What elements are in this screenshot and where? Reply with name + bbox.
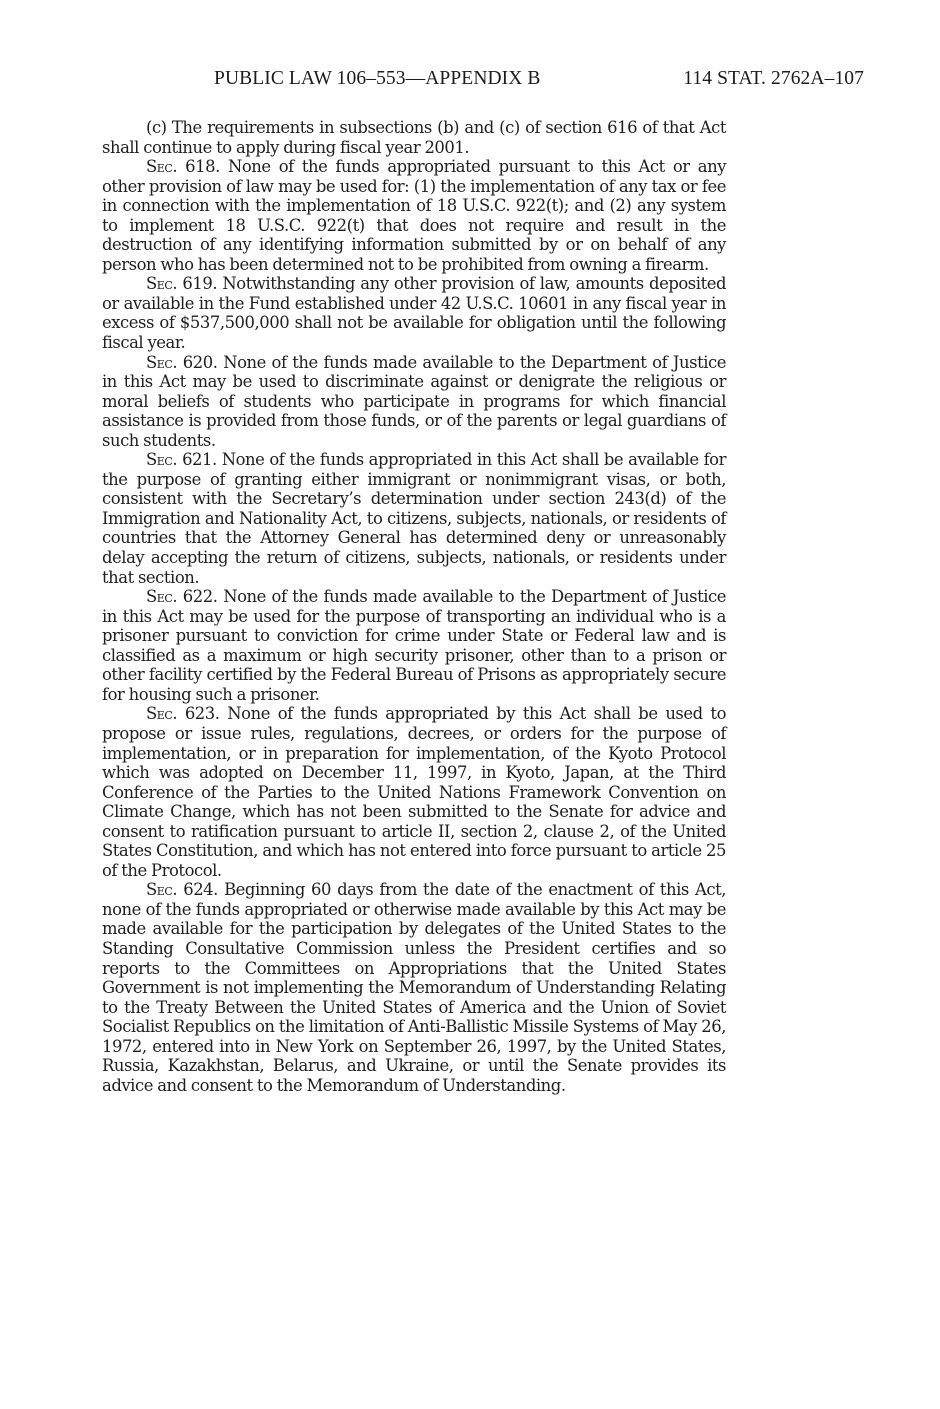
paragraph-text: None of the funds made available to the Department of Justice in this Act may be used for the purpose of transporting an individual who is a prisoner pursuant to conviction for crime under State or Federal law and is classified as a maximum or high security prisoner, other than to a prison or other facility certified by the Federal Bureau of Prisons as appropriately secure for housing such a prisoner. (102, 587, 726, 704)
section-618-paragraph (102, 157, 726, 274)
section-623-paragraph (102, 704, 726, 880)
document-body (102, 118, 726, 1095)
section-label: Sec. 620. (146, 352, 218, 372)
section-label: Sec. 622. (146, 587, 218, 607)
paragraph-text: None of the funds appropriated in this Act shall be available for the purpose of granting either immigrant or nonimmigrant visas, or both, consistent with the Secretary’s determination under section 243(d) of the Immigration and Nationality Act, to citizens, subjects, nationals, or residents of countries that the Attorney General has determined deny or unreasonably delay accepting the return of citizens, subjects, nationals, or residents under that section. (102, 450, 726, 587)
section-label: Sec. 618. (146, 157, 220, 177)
section-label: Sec. 621. (146, 450, 217, 470)
statute-reference: 114 STAT. 2762A–107 (683, 68, 864, 89)
paragraph-text: None of the funds made available to the Department of Justice in this Act may be used to discriminate against or denigrate the religious or moral beliefs of students who participate in programs for which financial assistance is provided from those funds, or of the parents or legal guardians of such students. (102, 352, 726, 450)
law-title: PUBLIC LAW 106–553—APPENDIX B (214, 68, 541, 89)
subsection-c-paragraph (102, 118, 726, 157)
section-619-paragraph (102, 274, 726, 352)
section-622-paragraph (102, 587, 726, 704)
section-621-paragraph (102, 450, 726, 587)
paragraph-text: (c) The requirements in subsections (b) and (c) of section 616 of that Act shall continue to apply during fiscal year 2001. (102, 118, 726, 157)
paragraph-text: Notwithstanding any other provision of law, amounts deposited or available in the Fund established under 42 U.S.C. 10601 in any fiscal year in excess of $537,500,000 shall not be available for obligation until the following fiscal year. (102, 274, 726, 353)
paragraph-text: None of the funds appropriated pursuant to this Act or any other provision of law may be used for: (1) the implementation of any tax or fee in connection with the implementation of 18 U.S.C. 922(t); and (2) any system to implement 18 U.S.C. 922(t) that does not require and result in the destruction of any identifying information submitted by or on behalf of any person who has been determined not to be prohibited from owning a firearm. (102, 157, 727, 274)
section-label: Sec. 619. (146, 274, 218, 294)
paragraph-text: None of the funds appropriated by this Act shall be used to propose or issue rules, regulations, decrees, or orders for the purpose of implementation, or in preparation for implementation, of the Kyoto Protocol which was adopted on December 11, 1997, in Kyoto, Japan, at the Third Conference of the Parties to the United Nations Framework Convention on Climate Change, which has not been submitted to the Senate for advice and consent to ratification pursuant to article II, section 2, clause 2, of the United States Constitution, and which has not entered into force pursuant to article 25 of the Protocol. (102, 704, 726, 880)
section-label: Sec. 623. (146, 704, 220, 724)
paragraph-text: Beginning 60 days from the date of the enactment of this Act, none of the funds appropriated or otherwise made available by this Act may be made available for the participation by delegates of the United States to the Standing Consultative Commission unless the President certifies and so reports to the Committees on Appropriations that the United States Government is not implementing the Memorandum of Understanding Relating to the Treaty Between the United States of America and the Union of Soviet Socialist Republics on the limitation of Anti-Ballistic Missile Systems of May 26, 1972, entered into in New York on September 26, 1997, by the United States, Russia, Kazakhstan, Belarus, and Ukraine, or until the Senate provides its advice and consent to the Memorandum of Understanding. (102, 880, 726, 1095)
section-620-paragraph (102, 353, 726, 451)
running-header (214, 68, 864, 98)
section-624-paragraph (102, 880, 726, 1095)
section-label: Sec. 624. (146, 880, 218, 900)
